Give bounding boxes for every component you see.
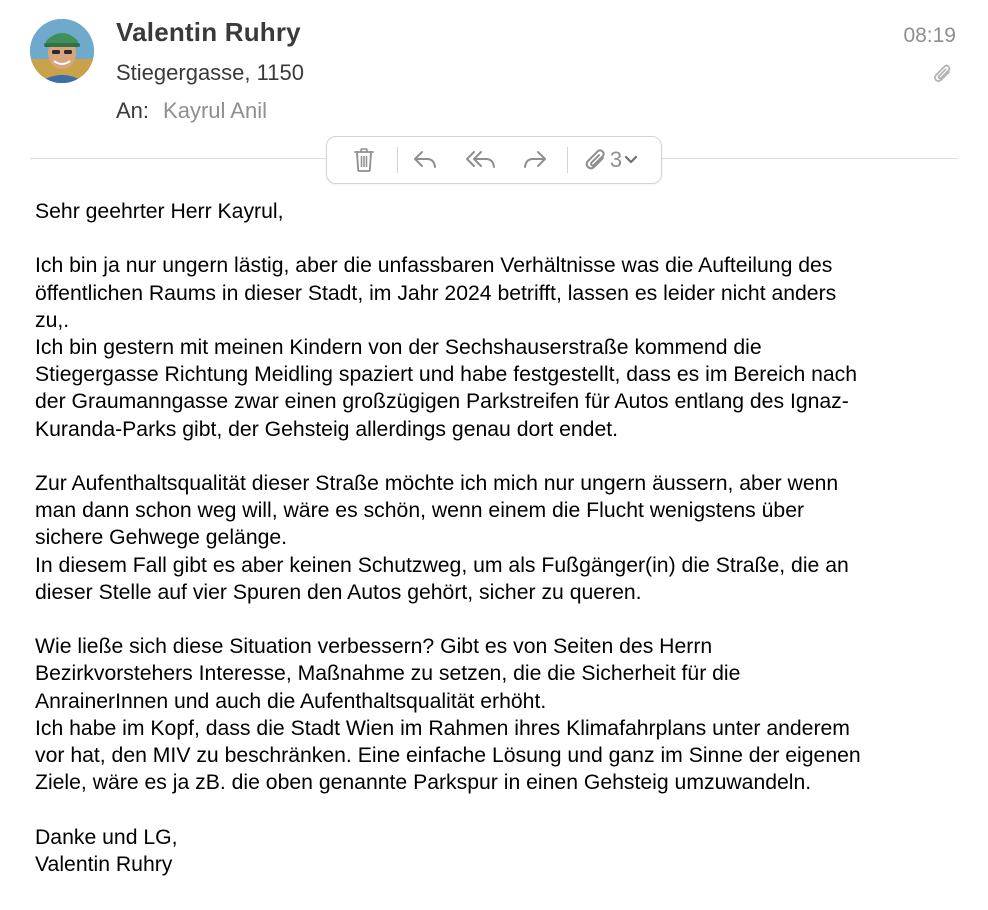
sender-name[interactable]: Valentin Ruhry (116, 17, 301, 47)
body-line: Ich bin ja nur ungern lästig, aber die unfassbaren Verhältnisse was die Aufteilung des (35, 254, 833, 278)
paperclip-icon (932, 62, 954, 86)
trash-icon (353, 147, 375, 173)
message-header (0, 0, 988, 140)
body-line: Kuranda-Parks gibt, der Gehsteig allerdings genau dort endet. (35, 417, 619, 441)
body-line: Danke und LG, (35, 825, 178, 849)
body-line: Stiegergasse Richtung Meidling spaziert und habe festgestellt, dass es im Bereich nach (35, 363, 858, 387)
body-line: der Graumanngasse zwar einen großzügigen Parkstreifen für Autos entlang des Ignaz- (35, 390, 849, 414)
body-line: zu,. (35, 308, 70, 332)
body-line: AnrainerInnen und auch die Aufenthaltsqualität erhöht. (35, 689, 547, 713)
toolbar-separator (397, 147, 398, 173)
paragraph-gap (35, 443, 970, 470)
chevron-down-icon (624, 155, 638, 165)
forward-icon (522, 149, 548, 171)
body-line: Wie ließe sich diese Situation verbessern? Gibt es von Seiten des Herrn (35, 635, 713, 659)
message-body (35, 198, 970, 878)
attachment-count: 3 (609, 147, 623, 172)
message-time: 08:19 (903, 24, 956, 47)
sender-avatar[interactable] (30, 19, 94, 83)
body-line: Ich bin gestern mit meinen Kindern von der Sechshauserstraße kommend die (35, 336, 762, 359)
body-line: Bezirkvorstehers Interesse, Maßnahme zu setzen, die die Sicherheit für die (35, 662, 741, 686)
body-line: Zur Aufenthaltsqualität dieser Straße möchte ich mich nur ungern äussern, aber wenn (35, 472, 839, 495)
reply-icon (412, 149, 438, 171)
reply-all-button[interactable] (463, 145, 499, 175)
attachments-button[interactable] (575, 145, 647, 175)
reply-button[interactable] (411, 145, 439, 175)
toolbar-separator (567, 147, 568, 173)
body-line: Ich habe im Kopf, dass die Stadt Wien im Rahmen ihres Klimafahrplans unter anderem (35, 716, 850, 740)
recipient-row (116, 98, 267, 124)
message-toolbar (326, 136, 662, 184)
message-subject: Stiegergasse, 1150 (116, 60, 304, 85)
body-line: Sehr geehrter Herr Kayrul, (35, 200, 284, 223)
body-line: vor hat, den MIV zu beschränken. Eine einfache Lösung und ganz im Sinne der eigenen (35, 744, 861, 768)
paragraph-gap (35, 606, 970, 633)
avatar-image (30, 19, 94, 83)
body-line: sichere Gehwege gelänge. (35, 526, 288, 550)
paragraph-gap (35, 796, 970, 823)
paperclip-icon (584, 147, 608, 173)
body-line: man dann schon weg will, wäre es schön, wenn einem die Flucht wenigstens über (35, 499, 805, 523)
forward-button[interactable] (521, 145, 549, 175)
body-line: Valentin Ruhry (35, 852, 173, 876)
recipient-label: An: (116, 98, 150, 123)
body-line: öffentlichen Raums in dieser Stadt, im Jahr 2024 betrifft, lassen es leider nicht anders (35, 281, 837, 305)
body-line: In diesem Fall gibt es aber keinen Schutzweg, um als Fußgänger(in) die Straße, die an (35, 553, 849, 577)
paragraph-gap (35, 225, 970, 252)
recipient-name[interactable]: Kayrul Anil (163, 98, 267, 123)
delete-button[interactable] (351, 145, 377, 175)
body-line: dieser Stelle auf vier Spuren den Autos gehört, sicher zu queren. (35, 580, 642, 604)
body-line: Ziele, wäre es ja zB. die oben genannte Parkspur in einen Gehsteig umzuwandeln. (35, 771, 812, 795)
reply-all-icon (464, 149, 498, 171)
